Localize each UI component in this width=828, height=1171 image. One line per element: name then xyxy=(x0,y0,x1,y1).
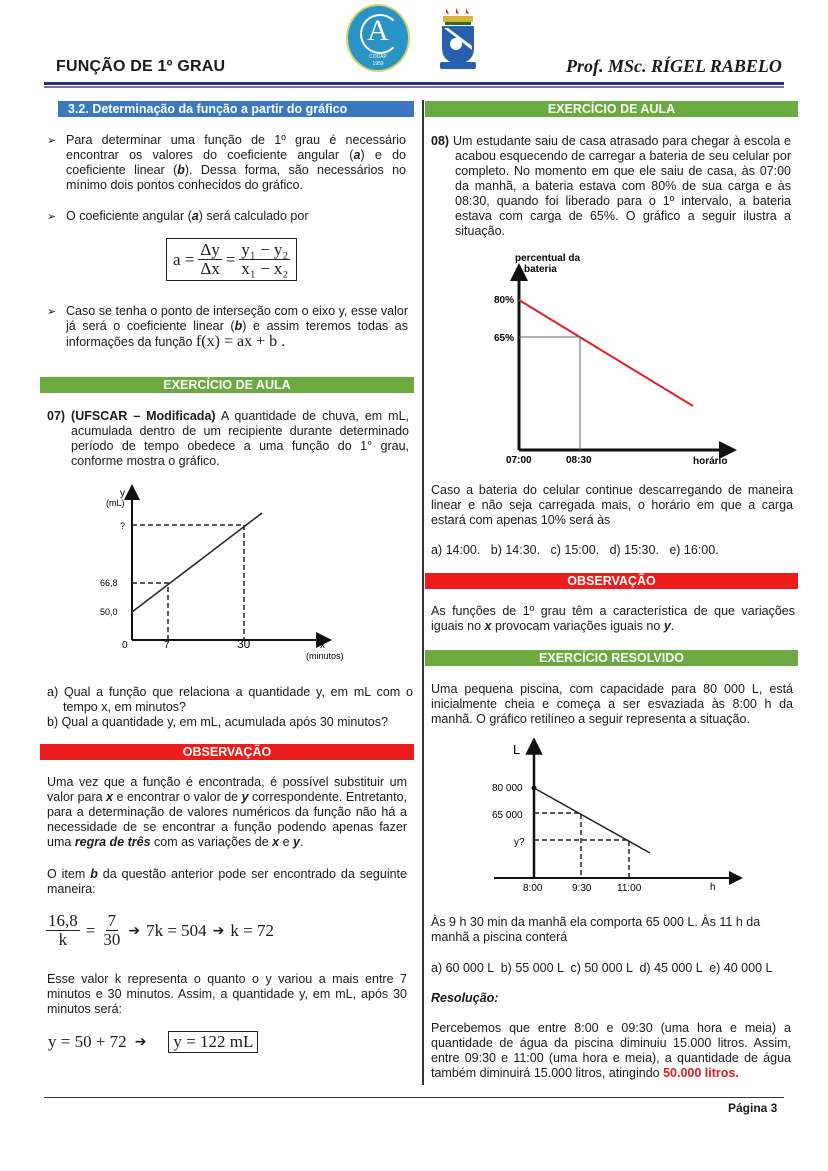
obs-right-text-1: As funções de 1º grau têm a característica de que variações iguais no xyxy=(431,604,795,633)
pool-problem-text: Uma pequena piscina, com capacidade para 80 000 L, está inicialmente cheia e começa a ser esvaziada às 8:00 h da manhã. O gráfico retilíneo a seguir representa a situação. xyxy=(431,682,793,726)
obs-text-3: correspondente. Entretanto, para a determinação de valores numéricos da função não há a necessidade de se encontrar a função podendo apenas fazer uma xyxy=(47,790,408,849)
eq-num-1: 16,8 xyxy=(48,911,78,930)
obs-period: . xyxy=(299,835,304,849)
resolution-text xyxy=(431,1021,791,1081)
obs-text-1: Uma vez que a função é encontrada, é possível substituir um valor para xyxy=(47,775,407,804)
obs-text-2: e encontrar o valor de xyxy=(116,790,239,804)
q07-item-a: a) Qual a função que relaciona a quantidade y, em mL com o tempo x, em minutos? xyxy=(47,685,413,714)
svg-text:08:30: 08:30 xyxy=(566,455,592,466)
svg-text:07:00: 07:00 xyxy=(506,455,532,466)
pool-chart xyxy=(486,738,750,896)
obs-var-x-2: x xyxy=(272,835,280,849)
q07-source: (UFSCAR – Modificada) xyxy=(71,409,216,423)
bullet-1-text: Para determinar uma função de 1º grau é necessário encontrar os valores do coeficiente angular (a) e do coeficiente linear (b). Dessa forma, são necessários no mínimo dois pontos conhecidos do gráfico. xyxy=(66,133,407,192)
svg-text:50,0: 50,0 xyxy=(100,607,118,617)
resolution-label: Resolução: xyxy=(431,991,499,1005)
svg-text:30: 30 xyxy=(237,637,251,651)
svg-text:66,8: 66,8 xyxy=(100,578,118,588)
bullet-arrow-icon: ➢ xyxy=(47,306,57,318)
svg-text:bateria: bateria xyxy=(524,264,557,275)
obs-regra-de-tres: regra de três xyxy=(74,835,151,849)
svg-text:y?: y? xyxy=(514,837,525,848)
svg-text:horário: horário xyxy=(693,456,728,467)
obs-right-y: y xyxy=(663,619,671,633)
svg-text:?: ? xyxy=(120,521,126,531)
svg-text:x: x xyxy=(320,640,325,651)
obs-right-x: x xyxy=(484,619,492,633)
logo-year: 1959 xyxy=(372,61,384,67)
eq-num-2: 7 xyxy=(107,911,117,930)
bullet-3-text: Caso se tenha o ponto de interseção com o eixo y, esse valor já será o coeficiente linear (b) e assim teremos todas as informações da função f(x) = ax + b . xyxy=(66,304,408,350)
final-answer-box: y = 122 mL xyxy=(168,1031,258,1053)
slope-delta-x: Δx xyxy=(200,259,220,278)
bullet-2-text: O coeficiente angular (a) será calculado por xyxy=(66,209,309,223)
svg-text:65%: 65% xyxy=(494,333,515,344)
q07-item-b: b) Qual a quantidade y, em mL, acumulada após 30 minutos? xyxy=(47,715,388,729)
q08-number: 08) xyxy=(431,134,450,148)
header-rule-thin xyxy=(44,86,784,88)
svg-text:80 000: 80 000 xyxy=(492,783,523,794)
battery-chart xyxy=(486,250,746,470)
svg-text:h: h xyxy=(710,882,716,893)
bullet-arrow-icon: ➢ xyxy=(47,135,57,147)
observation-band-right: OBSERVAÇÃO xyxy=(425,573,798,589)
slope-lhs: a = xyxy=(173,249,195,269)
slope-delta-y: Δy xyxy=(200,240,220,259)
eq-fraction-2 xyxy=(101,912,122,949)
rain-chart xyxy=(90,484,360,664)
resolution-body: Percebemos que entre 8:00 e 09:30 (uma hora e meia) a quantidade de água da piscina diminuiu 15.000 litros. Assim, entre 09:30 e 11:00 (uma hora e meia), a quantidade de água também diminuirá 15.000 litros, atingindo xyxy=(431,1021,791,1080)
resolution-answer: 50.000 litros xyxy=(663,1066,736,1080)
k-explanation: Esse valor k representa o quanto o y variou a mais entre 7 minutos e 30 minutos. Assim, a quantidade y, em mL, após 30 minutos será: xyxy=(47,972,407,1016)
page-title: FUNÇÃO DE 1º GRAU xyxy=(56,58,226,75)
eq-den-2: 30 xyxy=(103,930,121,949)
svg-text:80%: 80% xyxy=(494,295,515,306)
eq-fraction-1 xyxy=(46,912,80,949)
rule-of-three-equation xyxy=(46,912,274,949)
svg-text:9:30: 9:30 xyxy=(572,883,592,894)
logo-letter: A xyxy=(367,14,389,47)
item-b-text-2: da questão anterior pode ser encontrado da seguinte maneira: xyxy=(47,867,407,896)
obs-text-4: com as variações de xyxy=(154,835,269,849)
slope-fraction-1 xyxy=(198,241,221,278)
obs-right-period: . xyxy=(670,619,675,633)
slope-equals: = xyxy=(225,249,236,269)
svg-text:8:00: 8:00 xyxy=(523,883,543,894)
eq-mid: 7k = 504 xyxy=(146,920,207,940)
logo-text: CODAP xyxy=(369,54,387,60)
obs-and: e xyxy=(282,835,290,849)
ufs-crest-icon xyxy=(436,6,480,72)
svg-text:11:00: 11:00 xyxy=(617,883,642,894)
q08-question: Caso a bateria do celular continue descarregando de maneira linear e não seja carregada mais, o horário em que a carga estará com apenas 10% será às xyxy=(431,483,793,527)
footer-rule xyxy=(44,1097,784,1098)
item-b-intro xyxy=(47,867,407,897)
page-number: Página 3 xyxy=(728,1101,778,1115)
eq-result: k = 72 xyxy=(230,920,274,940)
question-08 xyxy=(431,134,791,239)
slope-x-diff: x₁ − x₂ xyxy=(241,259,289,278)
resolution-period: . xyxy=(735,1066,739,1080)
q07-text: A quantidade de chuva, em mL, acumulada dentro de um recipiente durante determinado período de tempo obedece a uma função do 1° grau, conforme mostra o gráfico. xyxy=(71,409,409,468)
obs-var-y: y xyxy=(241,790,249,804)
section-title-band: 3.2. Determinação da função a partir do gráfico xyxy=(58,101,414,117)
svg-text:percentual da: percentual da xyxy=(515,253,581,264)
svg-text:L: L xyxy=(513,742,521,757)
codap-logo-icon xyxy=(346,4,410,72)
bullet-arrow-icon: ➢ xyxy=(47,211,57,223)
svg-text:7: 7 xyxy=(164,640,170,651)
observation-text xyxy=(47,775,407,850)
item-b-letter: b xyxy=(90,867,98,881)
svg-text:(mL): (mL) xyxy=(106,498,125,508)
item-b-text-1: O item xyxy=(47,867,86,881)
obs-var-x: x xyxy=(106,790,114,804)
resolved-exercise-band: EXERCÍCIO RESOLVIDO xyxy=(425,650,798,666)
exercise-band-right: EXERCÍCIO DE AULA xyxy=(425,101,798,117)
final-eq-lhs: y = 50 + 72 xyxy=(48,1032,127,1051)
eq-den-1: k xyxy=(58,930,68,949)
arrow-right-icon: ➔ xyxy=(128,922,141,939)
slope-formula-box xyxy=(166,238,297,281)
q07-number: 07) xyxy=(47,409,66,423)
exercise-band: EXERCÍCIO DE AULA xyxy=(40,377,414,393)
eq-equals: = xyxy=(85,920,96,940)
svg-text:65 000: 65 000 xyxy=(492,810,523,821)
q08-options: a) 14:00. b) 14:30. c) 15:00. d) 15:30. e) 16:00. xyxy=(431,543,719,557)
arrow-right-icon: ➔ xyxy=(134,1034,147,1050)
obs-var-y-2: y xyxy=(293,835,300,849)
column-divider xyxy=(422,100,424,1085)
question-07 xyxy=(47,409,409,469)
obs-right-text-2: provocam variações iguais no xyxy=(494,619,661,633)
author-name: Prof. MSc. RÍGEL RABELO xyxy=(566,56,782,76)
pool-options: a) 60 000 L b) 55 000 L c) 50 000 L d) 45 000 L e) 40 000 L xyxy=(431,961,773,975)
rain-chart-ylabel: y xyxy=(120,488,125,499)
observation-text-right xyxy=(431,604,795,634)
slope-fraction-2 xyxy=(239,241,290,278)
q08-text: Um estudante saiu de casa atrasado para chegar à escola e acabou esquecendo de carregar a bateria de seu celular por completo. No momento em que ele saiu de casa, às 07:00 da manhã, a bateria estava com 80% de sua carga e às 08:30, quando foi liberado para o 1º intervalo, a bateria estava com carga de 65%. O gráfico a seguir ilustra a situação. xyxy=(452,134,791,238)
observation-band: OBSERVAÇÃO xyxy=(40,744,414,760)
linear-function-formula: f(x) = ax + b . xyxy=(195,333,286,350)
arrow-right-icon: ➔ xyxy=(212,922,225,939)
slope-y-diff: y₁ − y₂ xyxy=(241,240,289,259)
pool-question: Às 9 h 30 min da manhã ela comporta 65 000 L. Às 11 h da manhã a piscina conterá xyxy=(431,915,761,944)
svg-text:(minutos): (minutos) xyxy=(306,651,344,661)
svg-text:0: 0 xyxy=(122,640,128,651)
header-rule xyxy=(44,82,784,85)
final-equation xyxy=(48,1031,258,1053)
